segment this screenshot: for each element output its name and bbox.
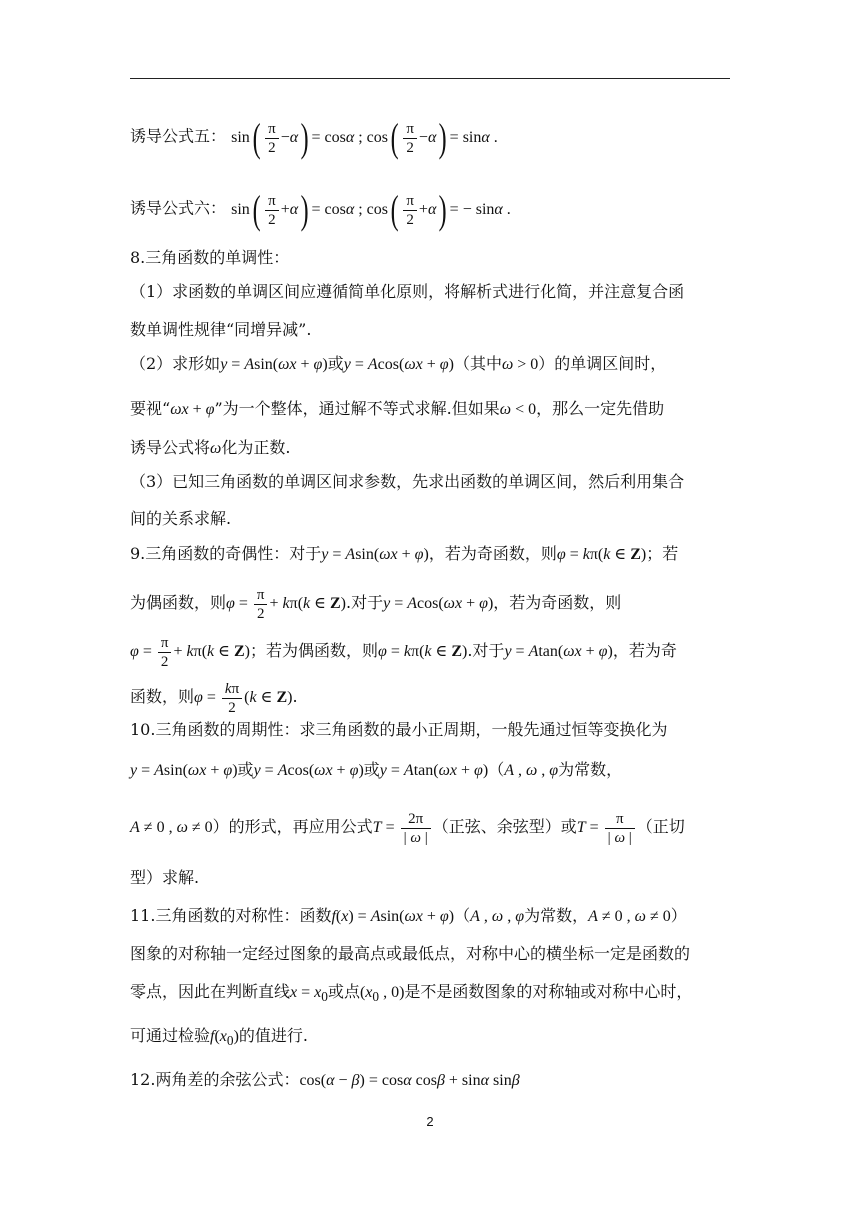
text: （正切: [636, 817, 685, 837]
formula-six-label: 诱导公式六：: [130, 198, 227, 218]
text: 或点: [327, 982, 360, 1001]
text: ）的形式，再应用公式: [212, 817, 373, 837]
text: （其中: [453, 354, 502, 373]
math: φ = kπ(k ∈ Z): [377, 643, 468, 661]
page-number: 2: [426, 1114, 434, 1129]
math: A , ω , φ: [470, 908, 525, 925]
formula-five-label: 诱导公式五：: [130, 126, 227, 146]
text: 或: [327, 354, 344, 373]
formula-five-line: [130, 115, 730, 160]
text: 的值进行.: [238, 1026, 308, 1045]
math: y = Asin(ωx + φ): [130, 762, 238, 779]
s10-b: [130, 758, 730, 783]
math: $f(x_0)$: [210, 1028, 239, 1049]
math: A , ω , φ: [504, 762, 559, 779]
text: 函数，则: [130, 687, 195, 707]
text: 是不是函数图象的对称轴或对称中心时，: [404, 982, 693, 1001]
text: （: [488, 760, 505, 779]
math: ω: [210, 440, 222, 457]
s12-a: [130, 1068, 730, 1093]
s8-p2b: [130, 397, 730, 422]
text: ，若为奇: [612, 641, 677, 661]
math: ω < 0: [499, 401, 537, 418]
text: 要视“: [130, 399, 171, 418]
s10-c: [130, 810, 730, 847]
formula-six-math: sin( $\frac{\pi}{2}$ +α) = cosα ; cos( $\frac{\pi}{2}$ +α) = − sinα .: [231, 187, 511, 232]
math: A ≠ 0 , ω ≠ 0: [130, 819, 213, 837]
math: φ = $\frac{k\pi}{2}$ (k ∈ Z): [194, 681, 293, 716]
math: $x = x_0$: [290, 984, 328, 1005]
s10-a: 10.三角函数的周期性：求三角函数的最小正周期，一般先通过恒等变换化为: [130, 720, 668, 739]
s8-p1a: （1）求函数的单调区间应遵循简单化原则，将解析式进行化简，并注意复合函: [130, 282, 685, 301]
s8-p1b: 数单调性规律“同增异减”.: [130, 320, 312, 339]
s11-a: [130, 904, 730, 929]
math: T = $\frac{2\pi}{| \omega |}$: [373, 819, 433, 836]
math: y = Acos(ωx + φ): [343, 356, 454, 373]
math: y = Asin(ωx + φ): [321, 546, 429, 563]
math: A ≠ 0 , ω ≠ 0: [588, 908, 671, 925]
s8-p3a: （3）已知三角函数的单调区间求参数，先求出函数的单调区间，然后利用集合: [130, 472, 685, 491]
text: ）的单调区间时，: [538, 354, 667, 373]
text: 零点，因此在判断直线: [130, 982, 291, 1001]
math: ωx + φ: [170, 401, 215, 418]
math: y = Atan(ωx + φ): [504, 643, 613, 661]
text: 11.三角函数的对称性：函数: [130, 906, 332, 925]
text: （2）求形如: [130, 354, 221, 373]
math: y = Atan(ωx + φ): [379, 762, 489, 779]
math: φ = kπ(k ∈ Z): [556, 546, 647, 563]
formula-six-line: [130, 187, 730, 232]
text: ，那么一定先借助: [536, 399, 665, 418]
s9-a: [130, 542, 730, 567]
text: 为偶函数，则: [130, 593, 227, 613]
text: .: [292, 687, 298, 707]
s11-d: [130, 1024, 730, 1053]
text: .对于: [467, 641, 505, 661]
text: （正弦、余弦型）或: [432, 817, 577, 837]
s11-b: 图象的对称轴一定经过图象的最高点或最低点，对称中心的横坐标一定是函数的: [130, 944, 691, 963]
text: .对于: [345, 593, 384, 613]
formula-five-math: sin( $\frac{\pi}{2}$ −α) = cosα ; cos( $\frac{\pi}{2}$ −α) = sinα .: [231, 115, 498, 160]
text: （: [454, 906, 471, 925]
header-rule: [130, 78, 730, 79]
math: T = $\frac{\pi}{| \omega |}$: [577, 819, 637, 836]
s8-heading: 8.三角函数的单调性：: [130, 248, 290, 267]
math: y = Asin(ωx + φ): [220, 356, 328, 373]
text: ；若: [646, 544, 679, 563]
text: ）: [670, 906, 687, 925]
math: φ = $\frac{\pi}{2}$ + kπ(k ∈ Z): [130, 635, 250, 670]
text: 9.三角函数的奇偶性：对于: [130, 544, 322, 563]
text: 或: [363, 760, 380, 779]
math: cos(α − β) = cosα cosβ + sinα sinβ: [299, 1072, 520, 1089]
math: ω > 0: [501, 356, 539, 373]
text: 诱导公式将: [130, 438, 211, 457]
text: 或: [237, 760, 254, 779]
s11-c: [130, 980, 730, 1009]
math: y = Acos(ωx + φ): [383, 595, 494, 613]
math: φ = $\frac{\pi}{2}$ + kπ(k ∈ Z): [226, 587, 346, 622]
text: ；若为偶函数，则: [249, 641, 378, 661]
math: y = Acos(ωx + φ): [253, 762, 364, 779]
text: ”为一个整体，通过解不等式求解.但如果: [214, 399, 500, 418]
text: 化为正数.: [221, 438, 291, 457]
text: 12.两角差的余弦公式：: [130, 1070, 300, 1089]
s8-p3b: 间的关系求解.: [130, 509, 232, 528]
text: ，若为奇函数，则: [428, 544, 557, 563]
s9-c: [130, 634, 730, 671]
s8-p2c: [130, 436, 730, 461]
text: 可通过检验: [130, 1026, 211, 1045]
math: f(x) = Asin(ωx + φ): [331, 908, 455, 925]
math: ($x_0$ , 0): [359, 984, 405, 1005]
s8-p2a: [130, 352, 730, 377]
text: 为常数，: [524, 906, 589, 925]
s9-b: [130, 586, 730, 623]
text: 为常数，: [558, 760, 623, 779]
text: ，若为奇函数，则: [493, 593, 622, 613]
s9-d: [130, 680, 730, 717]
s10-d: 型）求解.: [130, 868, 200, 887]
